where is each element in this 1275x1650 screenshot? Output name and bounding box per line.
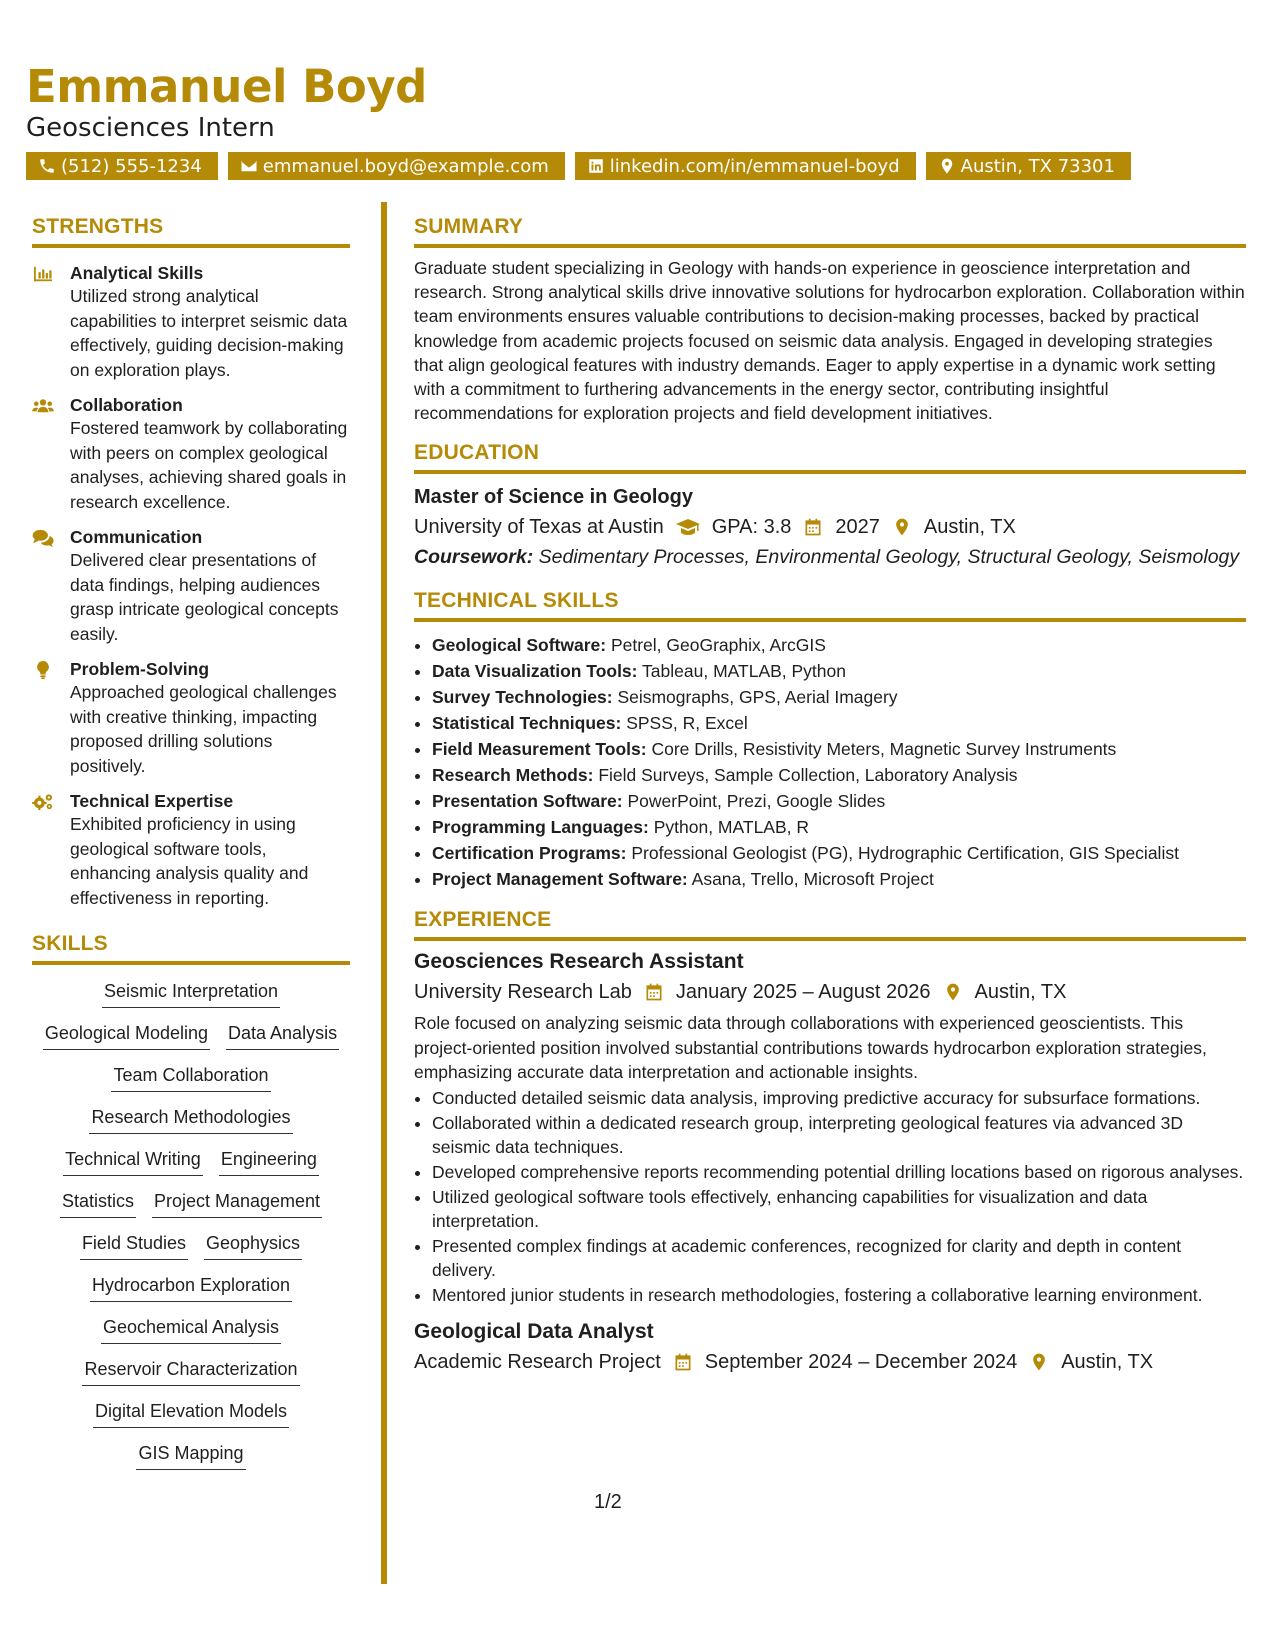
users-icon — [32, 397, 54, 415]
candidate-name: Emmanuel Boyd — [26, 60, 427, 113]
strength-desc: Fostered teamwork by collaborating with peers on complex geological analyses, achieving shared goals in research excellence. — [70, 418, 348, 512]
list-item: • Utilized geological software tools effectively, enhancing capabilities for visualization and data interpretation. — [432, 1185, 1246, 1233]
map-pin-icon — [943, 982, 963, 1002]
map-pin-icon — [938, 157, 956, 175]
skill-tag: Geological Modeling — [43, 1021, 210, 1050]
job-meta — [414, 1347, 1246, 1377]
skill-tag: Seismic Interpretation — [102, 979, 280, 1008]
list-item: • Research Methods: Field Surveys, Sample Collection, Laboratory Analysis — [432, 762, 1246, 788]
job-location: Austin, TX — [1061, 1351, 1154, 1374]
strength-title: Analytical Skills — [70, 263, 204, 283]
coursework — [414, 545, 1246, 569]
strength-title: Collaboration — [70, 395, 183, 415]
strength-desc: Utilized strong analytical capabilities to interpret seismic data effectively, guiding decision-making on exploration plays. — [70, 286, 348, 380]
skill-tag: Engineering — [219, 1147, 319, 1176]
skill-tag: Team Collaboration — [111, 1063, 270, 1092]
strength-desc: Exhibited proficiency in using geological software tools, enhancing analysis quality and effectiveness in reporting. — [70, 814, 309, 908]
job-bullets — [414, 1086, 1246, 1307]
skill-tag: Hydrocarbon Exploration — [90, 1273, 292, 1302]
degree-title: Master of Science in Geology — [414, 486, 693, 509]
bar-chart-icon — [32, 265, 54, 283]
job-dates: January 2025 – August 2026 — [675, 981, 931, 1004]
skills-heading: SKILLS — [32, 932, 350, 965]
education-meta — [414, 512, 1246, 542]
graduation-cap-icon — [676, 517, 700, 537]
list-item: • Programming Languages: Python, MATLAB, R — [432, 814, 1246, 840]
lightbulb-icon — [32, 661, 54, 679]
strength-title: Communication — [70, 527, 203, 547]
education-heading: EDUCATION — [414, 441, 1246, 474]
skill-tag: Geophysics — [204, 1231, 302, 1260]
coursework-label: Coursework: — [414, 546, 534, 569]
phone-text: (512) 555-1234 — [61, 155, 202, 177]
phone-icon — [38, 157, 56, 175]
list-item: • Presented complex findings at academic conferences, recognized for clarity and depth in content delivery. — [432, 1234, 1246, 1282]
envelope-icon — [240, 157, 258, 175]
technical-skills-list — [414, 632, 1246, 892]
job-org: Academic Research Project — [414, 1351, 661, 1374]
contact-location[interactable] — [926, 152, 1131, 180]
list-item: • Data Visualization Tools: Tableau, MATLAB, Python — [432, 658, 1246, 684]
strengths-heading: STRENGTHS — [32, 215, 350, 248]
list-item: • Survey Technologies: Seismographs, GPS, Aerial Imagery — [432, 684, 1246, 710]
list-item: • Conducted detailed seismic data analysis, improving predictive accuracy for subsurface formations. — [432, 1086, 1246, 1110]
email-text: emmanuel.boyd@example.com — [262, 155, 549, 177]
linkedin-text: linkedin.com/in/emmanuel-boyd — [609, 155, 900, 177]
strength-item — [32, 790, 350, 910]
skill-tag: Research Methodologies — [89, 1105, 292, 1134]
list-item: • Certification Programs: Professional Geologist (PG), Hydrographic Certification, GIS Specialist — [432, 840, 1246, 866]
strength-desc: Delivered clear presentations of data findings, helping audiences grasp intricate geological concepts easily. — [70, 550, 339, 644]
right-column — [414, 215, 1246, 1377]
job-title: Geosciences Research Assistant — [414, 950, 744, 974]
job-title: Geological Data Analyst — [414, 1320, 654, 1344]
skill-tag: GIS Mapping — [136, 1441, 245, 1470]
coursework-list: Sedimentary Processes, Environmental Geology, Structural Geology, Seismology — [538, 546, 1240, 569]
summary-heading: SUMMARY — [414, 215, 1246, 248]
list-item: • Field Measurement Tools: Core Drills, Resistivity Meters, Magnetic Survey Instruments — [432, 736, 1246, 762]
list-item: • Geological Software: Petrel, GeoGraphix, ArcGIS — [432, 632, 1246, 658]
strength-item — [32, 526, 350, 646]
experience-heading: EXPERIENCE — [414, 908, 1246, 941]
skill-tag: Reservoir Characterization — [82, 1357, 299, 1386]
job-meta — [414, 977, 1246, 1007]
skill-tag: Technical Writing — [63, 1147, 203, 1176]
strength-title: Problem-Solving — [70, 659, 210, 679]
skill-tag: Digital Elevation Models — [93, 1399, 289, 1428]
left-column — [32, 215, 350, 1470]
page-number: 1/2 — [594, 1491, 622, 1513]
list-item: • Collaborated within a dedicated research group, interpreting geological features via advanced 3D seismic data techniques. — [432, 1111, 1246, 1159]
summary-text: Graduate student specializing in Geology with hands-on experience in geoscience interpretation and research. Strong analytical skills drive innovative solutions for hydrocarbon exploration. Collaboration within team environments ensures valuable contributions to decision-making processes, backed by practical knowledge from academic projects focused on seismic data analysis. Engaged in developing strategies that align geological features with industry demands. Eager to apply expertise in a dynamic work setting with a commitment to furthering advancements in the energy sector, contributing insightful recommendations for exploration projects and field development initiatives. — [414, 258, 1245, 424]
graduation-year: 2027 — [835, 516, 880, 539]
list-item: • Statistical Techniques: SPSS, R, Excel — [432, 710, 1246, 736]
calendar-icon — [644, 982, 664, 1002]
gears-icon — [32, 793, 54, 811]
skill-tag: Statistics — [60, 1189, 136, 1218]
contact-bar — [26, 152, 1131, 180]
contact-email[interactable] — [228, 152, 565, 180]
contact-phone[interactable] — [26, 152, 218, 180]
list-item: • Presentation Software: PowerPoint, Prezi, Google Slides — [432, 788, 1246, 814]
strength-item — [32, 394, 350, 514]
job-org: University Research Lab — [414, 981, 632, 1004]
skill-tag: Geochemical Analysis — [101, 1315, 281, 1344]
linkedin-icon — [587, 157, 605, 175]
calendar-icon — [673, 1352, 693, 1372]
list-item: • Project Management Software: Asana, Trello, Microsoft Project — [432, 866, 1246, 892]
job-location: Austin, TX — [974, 981, 1067, 1004]
list-item: • Developed comprehensive reports recommending potential drilling locations based on rigorous analyses. — [432, 1160, 1246, 1184]
location-text: Austin, TX 73301 — [960, 155, 1115, 177]
comments-icon — [32, 529, 54, 547]
contact-linkedin[interactable] — [575, 152, 916, 180]
job-description: Role focused on analyzing seismic data through collaborations with experienced geoscientists. This project-oriented position involved substantial contributions towards hydrocarbon exploration strategies, emphasizing accurate data interpretation and actionable insights. — [414, 1013, 1207, 1082]
candidate-role: Geosciences Intern — [26, 113, 275, 143]
map-pin-icon — [892, 517, 912, 537]
strength-title: Technical Expertise — [70, 791, 234, 811]
skill-tag: Project Management — [152, 1189, 322, 1218]
calendar-icon — [803, 517, 823, 537]
skill-tag: Field Studies — [80, 1231, 188, 1260]
map-pin-icon — [1029, 1352, 1049, 1372]
list-item: • Mentored junior students in research methodologies, fostering a collaborative learning environment. — [432, 1283, 1246, 1307]
school-location: Austin, TX — [923, 516, 1016, 539]
strength-desc: Approached geological challenges with creative thinking, impacting proposed drilling solutions positively. — [70, 682, 337, 776]
skills-list — [32, 979, 350, 1470]
strength-item — [32, 658, 350, 778]
column-divider — [381, 202, 387, 1584]
technical-skills-heading: TECHNICAL SKILLS — [414, 589, 1246, 622]
strength-item — [32, 262, 350, 382]
job-dates: September 2024 – December 2024 — [704, 1351, 1018, 1374]
school-name: University of Texas at Austin — [414, 516, 664, 539]
gpa-text: GPA: 3.8 — [711, 516, 792, 539]
skill-tag: Data Analysis — [226, 1021, 339, 1050]
